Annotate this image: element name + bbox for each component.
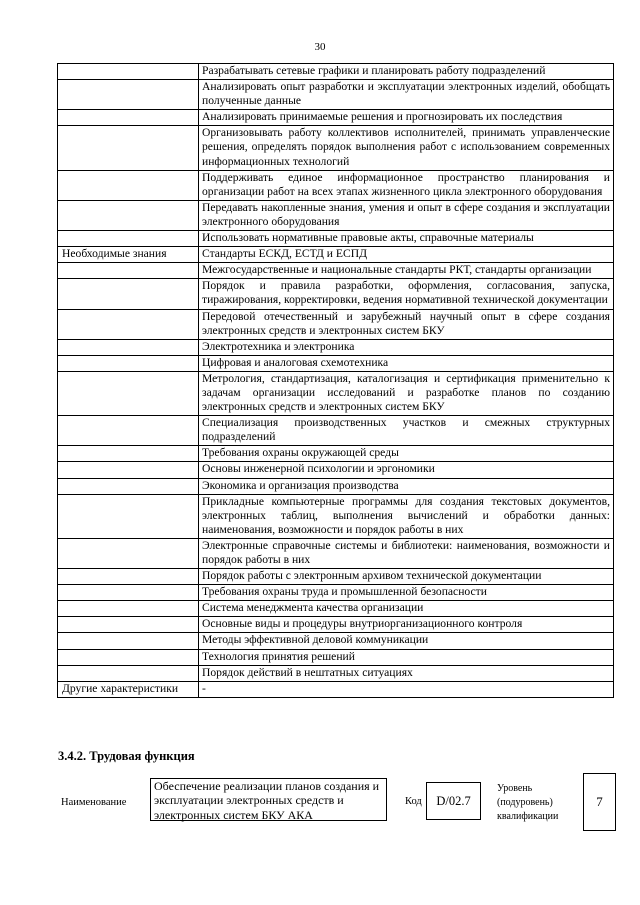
row-label-cell	[58, 263, 199, 279]
row-label-cell	[58, 64, 199, 80]
qualification-level-label: Уровень (подуровень) квалификации	[497, 783, 559, 822]
row-value-cell: Использовать нормативные правовые акты, справочные материалы	[199, 231, 614, 247]
row-value-cell: Технология принятия решений	[199, 649, 614, 665]
row-value-cell: Цифровая и аналоговая схемотехника	[199, 355, 614, 371]
table-row	[58, 494, 614, 538]
table-row	[58, 371, 614, 415]
table-row	[58, 309, 614, 339]
row-label-cell	[58, 279, 199, 309]
row-value-cell: Требования охраны труда и промышленной безопасности	[199, 585, 614, 601]
row-value-cell: Передавать накопленные знания, умения и опыт в сфере создания и эксплуатации электронного оборудования	[199, 200, 614, 230]
row-label-cell	[58, 371, 199, 415]
row-value-cell: Прикладные компьютерные программы для создания текстовых документов, электронных таблиц, выполнения вычислений и обработки данных: наименования, возможности и порядок работы в них	[199, 494, 614, 538]
row-label-cell	[58, 416, 199, 446]
row-label-cell	[58, 538, 199, 568]
table-row	[58, 355, 614, 371]
table-row	[58, 478, 614, 494]
row-value-cell: Основы инженерной психологии и эргономики	[199, 462, 614, 478]
row-value-cell: Анализировать принимаемые решения и прогнозировать их последствия	[199, 110, 614, 126]
table-row	[58, 231, 614, 247]
table-row	[58, 126, 614, 170]
row-value-cell: Система менеджмента качества организации	[199, 601, 614, 617]
table-row	[58, 170, 614, 200]
row-value-cell: Организовывать работу коллективов исполнителей, принимать управленческие решения, определять порядок выполнения работ с использованием современных информационных технологий	[199, 126, 614, 170]
table-row	[58, 585, 614, 601]
table-row	[58, 649, 614, 665]
row-value-cell: Основные виды и процедуры внутриорганизационного контроля	[199, 617, 614, 633]
row-label-cell: Необходимые знания	[58, 247, 199, 263]
table-row	[58, 64, 614, 80]
table-row	[58, 80, 614, 110]
section-title: 3.4.2. Трудовая функция	[58, 749, 195, 763]
row-value-cell: Электронные справочные системы и библиотеки: наименования, возможности и порядок работы в них	[199, 538, 614, 568]
table-row	[58, 601, 614, 617]
code-value-box: D/02.7	[426, 782, 481, 820]
table-row	[58, 110, 614, 126]
row-label-cell	[58, 494, 199, 538]
row-value-cell: Разрабатывать сетевые графики и планировать работу подразделений	[199, 64, 614, 80]
table-row	[58, 263, 614, 279]
row-value-cell: Специализация производственных участков и смежных структурных подразделений	[199, 416, 614, 446]
row-label-cell	[58, 110, 199, 126]
row-label-cell	[58, 126, 199, 170]
row-label-cell	[58, 309, 199, 339]
row-value-cell: Экономика и организация производства	[199, 478, 614, 494]
table-row	[58, 416, 614, 446]
table-row	[58, 569, 614, 585]
row-label-cell	[58, 200, 199, 230]
qualification-level-box: 7	[583, 773, 616, 831]
row-label-cell	[58, 665, 199, 681]
table-row	[58, 665, 614, 681]
row-label-cell	[58, 170, 199, 200]
row-label-cell	[58, 478, 199, 494]
table-row	[58, 633, 614, 649]
table-row	[58, 617, 614, 633]
table-row	[58, 538, 614, 568]
row-value-cell: -	[199, 681, 614, 697]
requirements-table-body	[58, 64, 614, 698]
row-label-cell	[58, 601, 199, 617]
row-value-cell: Порядок и правила разработки, оформления, согласования, запуска, тиражирования, корректировки, ведения нормативной технической документации	[199, 279, 614, 309]
name-label: Наименование	[61, 797, 127, 808]
table-row	[58, 681, 614, 697]
row-value-cell: Требования охраны окружающей среды	[199, 446, 614, 462]
row-label-cell	[58, 633, 199, 649]
row-label-cell	[58, 617, 199, 633]
row-label-cell	[58, 231, 199, 247]
table-row	[58, 247, 614, 263]
row-label-cell	[58, 80, 199, 110]
row-label-cell	[58, 355, 199, 371]
row-value-cell: Стандарты ЕСКД, ЕСТД и ЕСПД	[199, 247, 614, 263]
row-label-cell	[58, 339, 199, 355]
row-label-cell	[58, 649, 199, 665]
row-value-cell: Передовой отечественный и зарубежный научный опыт в сфере создания электронных средств и электронных систем БКУ	[199, 309, 614, 339]
row-label-cell	[58, 462, 199, 478]
row-value-cell: Межгосударственные и национальные стандарты РКТ, стандарты организации	[199, 263, 614, 279]
table-row	[58, 279, 614, 309]
row-label-cell: Другие характеристики	[58, 681, 199, 697]
row-value-cell: Поддерживать единое информационное пространство планирования и организации работ на всех этапах жизненного цикла электронного оборудования	[199, 170, 614, 200]
row-label-cell	[58, 585, 199, 601]
table-row	[58, 446, 614, 462]
row-value-cell: Порядок работы с электронным архивом технической документации	[199, 569, 614, 585]
table-row	[58, 462, 614, 478]
table-row	[58, 339, 614, 355]
function-name-box: Обеспечение реализации планов создания и эксплуатации электронных средств и электронных систем БКУ АКА	[150, 778, 387, 821]
row-label-cell	[58, 446, 199, 462]
table-row	[58, 200, 614, 230]
row-value-cell: Анализировать опыт разработки и эксплуатации электронных изделий, обобщать полученные данные	[199, 80, 614, 110]
row-value-cell: Методы эффективной деловой коммуникации	[199, 633, 614, 649]
code-label: Код	[405, 796, 422, 807]
row-label-cell	[58, 569, 199, 585]
row-value-cell: Метрология, стандартизация, каталогизация и сертификация применительно к задачам организации исследований и разработке планов по созданию электронных средств и электронных систем БКУ	[199, 371, 614, 415]
page-number: 30	[314, 41, 326, 53]
row-value-cell: Электротехника и электроника	[199, 339, 614, 355]
row-value-cell: Порядок действий в нештатных ситуациях	[199, 665, 614, 681]
requirements-table	[57, 63, 614, 698]
